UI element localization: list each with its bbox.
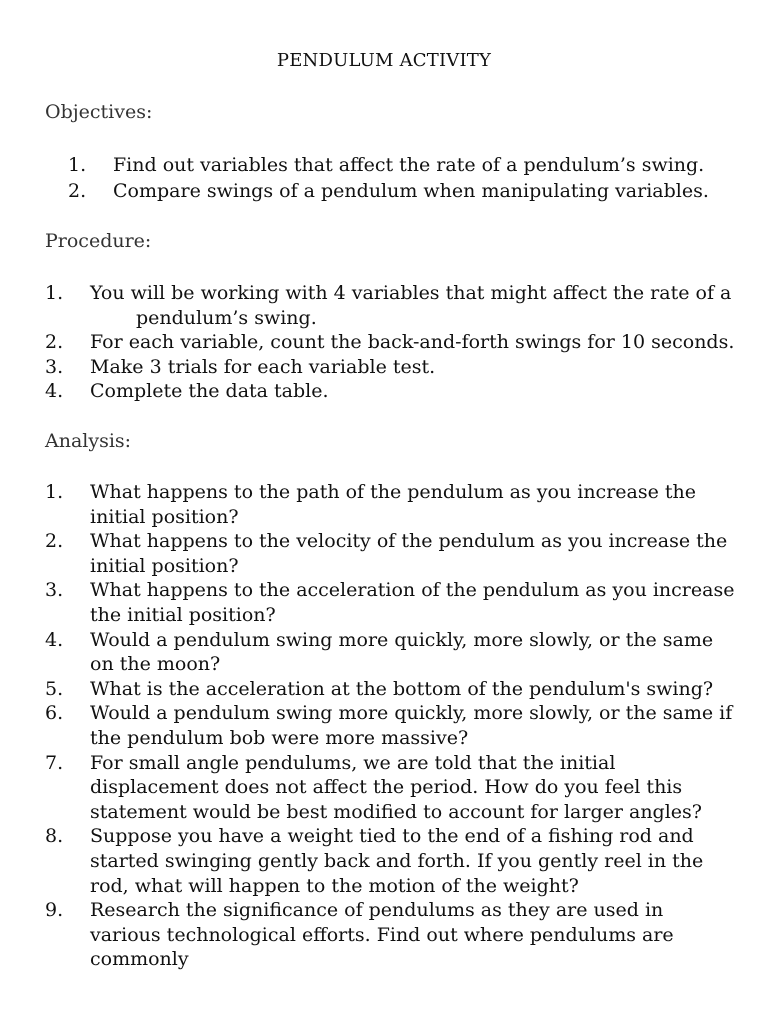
list-text: What happens to the path of the pendulum as you increase the initial position? bbox=[90, 481, 697, 528]
list-text: Make 3 trials for each variable test. bbox=[90, 355, 436, 378]
objectives-heading: Objectives: bbox=[45, 101, 153, 123]
list-item bbox=[45, 355, 735, 380]
list-item bbox=[45, 529, 735, 578]
list-number: 2. bbox=[45, 331, 64, 353]
procedure-list bbox=[45, 281, 735, 404]
list-number: 2. bbox=[45, 530, 64, 553]
list-item bbox=[68, 152, 728, 178]
list-number: 4. bbox=[45, 380, 64, 402]
list-item bbox=[45, 480, 735, 529]
list-item bbox=[45, 628, 735, 677]
list-number: 1. bbox=[68, 154, 87, 176]
list-item bbox=[45, 701, 735, 750]
list-text-continued: pendulum’s swing. bbox=[136, 306, 317, 329]
list-number: 5. bbox=[45, 677, 64, 700]
list-number: 1. bbox=[45, 481, 64, 503]
list-text: Complete the data table. bbox=[90, 380, 329, 402]
list-text: Research the significance of pendulums as they are used in various technological efforts. Find out where pendulums are commonly bbox=[90, 899, 674, 971]
list-item bbox=[45, 824, 735, 898]
list-number: 4. bbox=[45, 628, 64, 651]
page-title: PENDULUM ACTIVITY bbox=[276, 50, 492, 71]
list-text: For each variable, count the back-and-forth swings for 10 seconds. bbox=[90, 331, 735, 353]
list-number: 2. bbox=[68, 180, 87, 202]
list-text: For small angle pendulums, we are told that the initial displacement does not affect the period. How do you feel this statement would be best modified to account for larger angles? bbox=[90, 751, 702, 823]
procedure-heading: Procedure: bbox=[45, 230, 152, 252]
list-number: 3. bbox=[45, 355, 64, 378]
list-number: 3. bbox=[45, 579, 64, 602]
analysis-list bbox=[45, 480, 735, 972]
analysis-heading: Analysis: bbox=[45, 430, 132, 452]
objectives-list bbox=[68, 152, 728, 204]
list-number: 7. bbox=[45, 751, 64, 774]
list-number: 8. bbox=[45, 825, 64, 848]
list-item bbox=[68, 178, 728, 204]
list-text: What is the acceleration at the bottom of the pendulum's swing? bbox=[90, 677, 714, 700]
list-item bbox=[45, 379, 735, 404]
list-number: 1. bbox=[45, 282, 64, 304]
list-text: Compare swings of a pendulum when manipulating variables. bbox=[113, 180, 709, 202]
list-text: Find out variables that affect the rate of a pendulum’s swing. bbox=[113, 154, 705, 176]
list-text: You will be working with 4 variables that might affect the rate of a bbox=[90, 282, 732, 304]
list-item bbox=[45, 751, 735, 825]
list-number: 6. bbox=[45, 702, 64, 725]
list-text: What happens to the velocity of the pendulum as you increase the initial position? bbox=[90, 530, 728, 577]
list-text: Would a pendulum swing more quickly, more slowly, or the same if the pendulum bob were more massive? bbox=[90, 702, 733, 749]
list-item bbox=[45, 898, 735, 972]
list-text: Would a pendulum swing more quickly, more slowly, or the same on the moon? bbox=[90, 628, 714, 676]
list-number: 9. bbox=[45, 899, 64, 922]
list-text: Suppose you have a weight tied to the end of a fishing rod and started swinging gently back and forth. If you gently reel in the rod, what will happen to the motion of the weight? bbox=[90, 825, 704, 897]
list-item bbox=[45, 281, 735, 330]
list-item bbox=[45, 677, 735, 702]
list-item bbox=[45, 330, 735, 355]
list-item bbox=[45, 578, 735, 627]
list-text: What happens to the acceleration of the pendulum as you increase the initial position? bbox=[90, 579, 735, 626]
